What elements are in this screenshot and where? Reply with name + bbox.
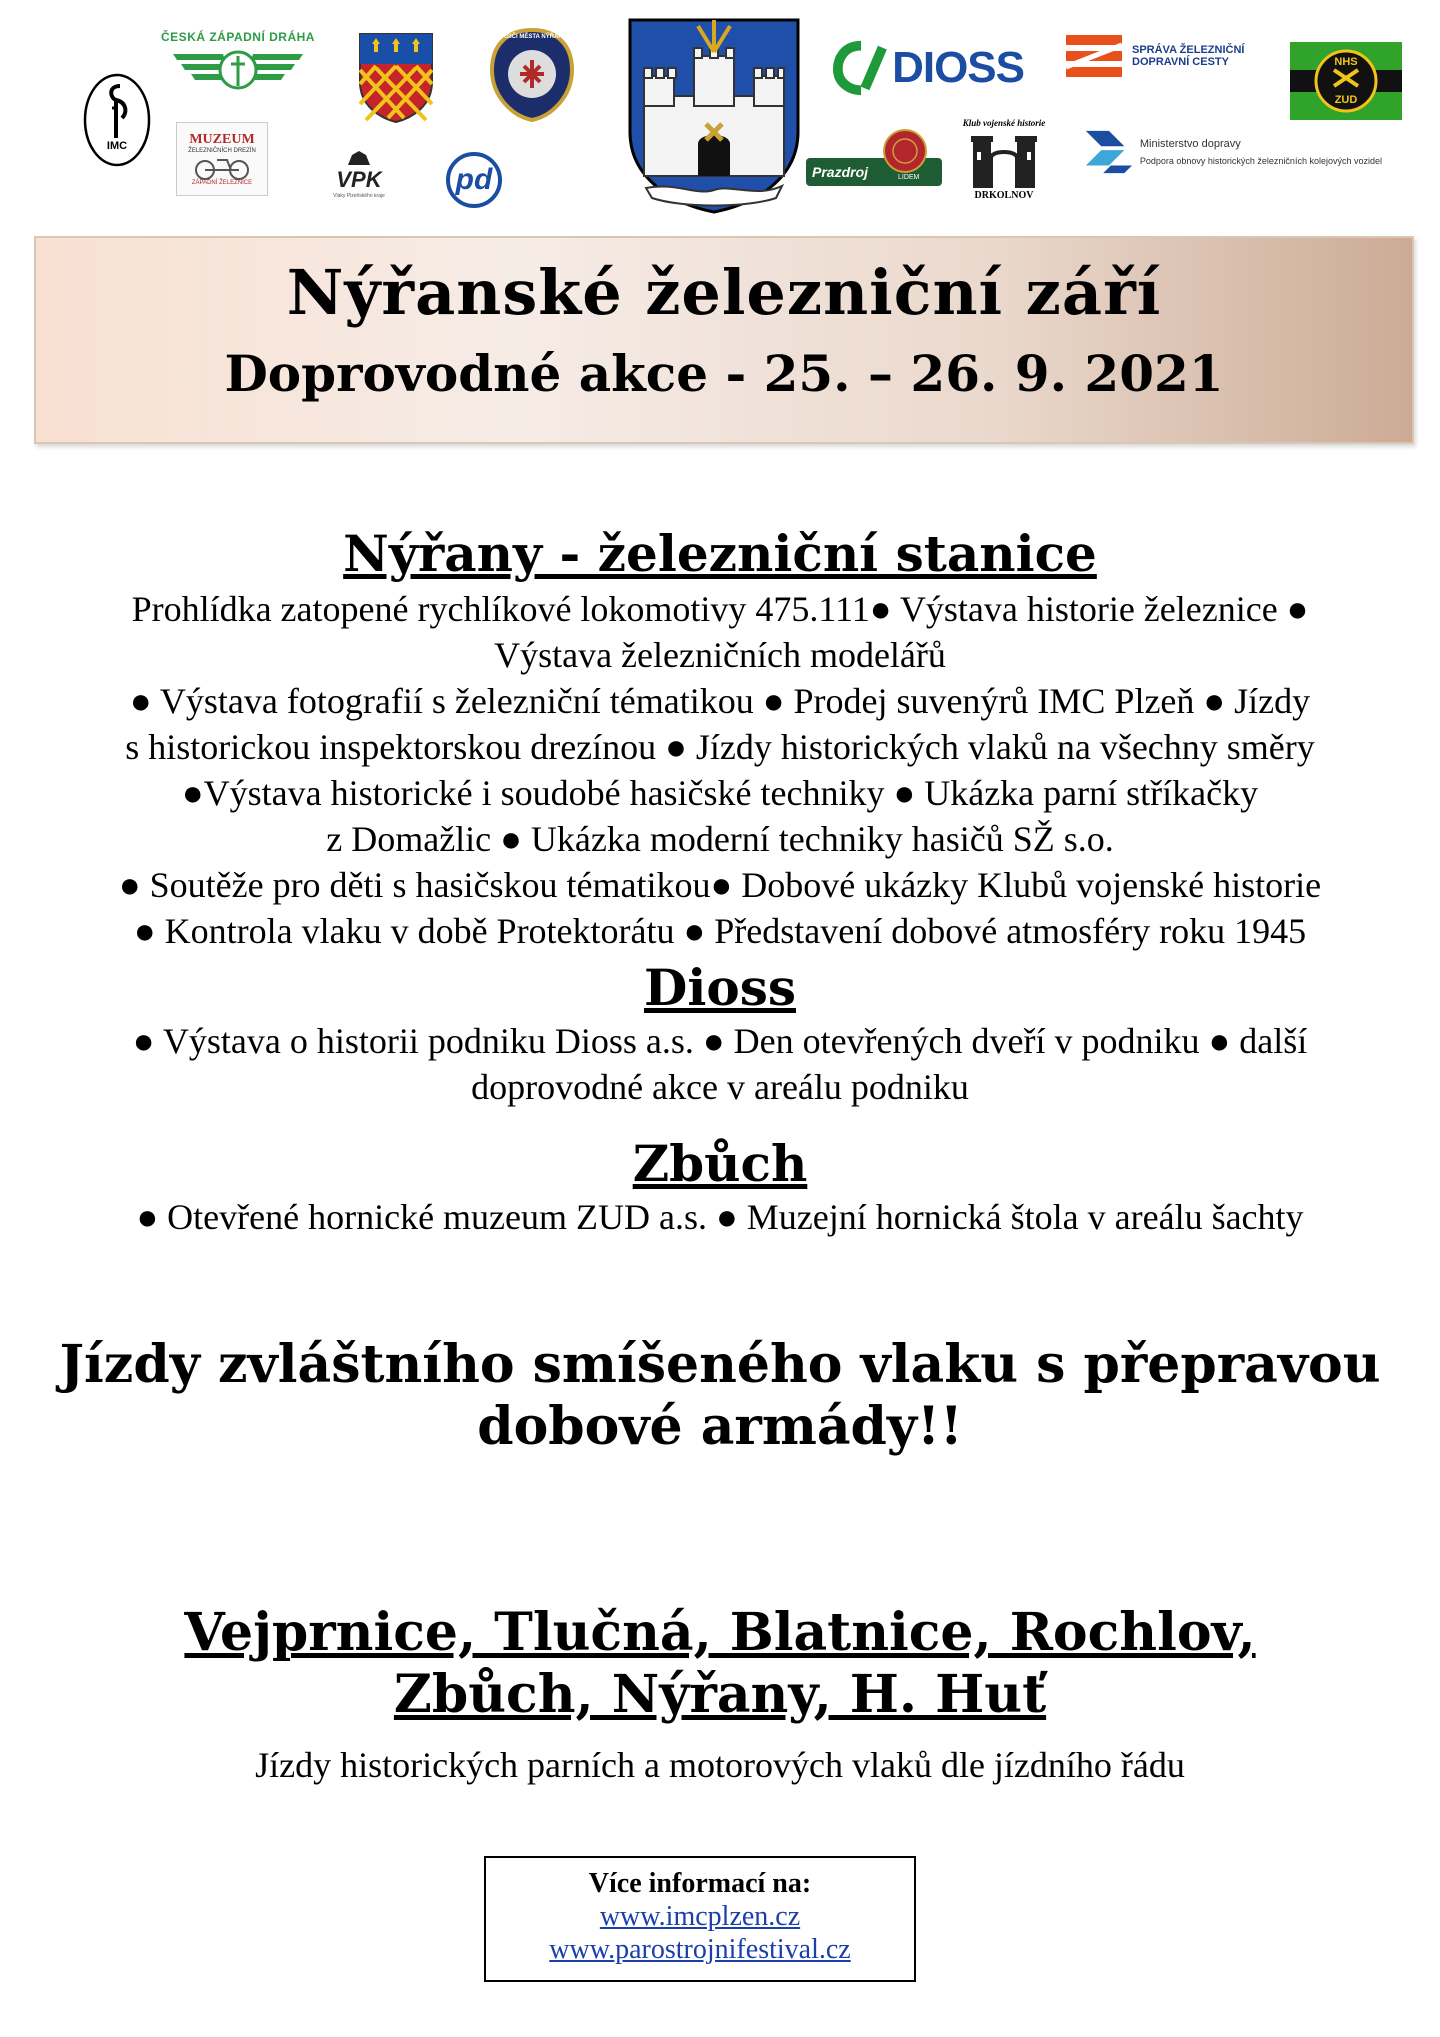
gate-icon <box>967 128 1041 190</box>
dioss-logo-text: DIOSS <box>892 43 1024 92</box>
nyrany-line: ●Výstava historické i soudobé hasičské techniky ● Ukázka parní stříkačky <box>181 773 1259 813</box>
title-banner <box>34 236 1414 444</box>
special-line-2: dobové armády!! <box>477 1396 963 1457</box>
vpk-logo-sub: Vlaky Plzeňského kraje <box>333 193 385 199</box>
imc-logo-icon <box>82 72 152 168</box>
nyrany-line: Prohlídka zatopené rychlíkové lokomotivy 475.111● Výstava historie železnice ● <box>131 589 1309 629</box>
szdc-text-block <box>1132 44 1244 68</box>
lidem-logo-text: LIDEM <box>898 174 920 181</box>
md-mark-icon <box>1082 126 1136 178</box>
event-subtitle: Doprovodné akce - 25. – 26. 9. 2021 <box>224 344 1224 403</box>
nhs-zud-logo <box>1290 42 1402 120</box>
dioss-mark-icon <box>832 39 892 97</box>
nyrany-line: z Domažlic ● Ukázka moderní techniky hasičů SŽ s.o. <box>326 819 1114 859</box>
dioss-line: doprovodné akce v areálu podniku <box>471 1067 969 1107</box>
link-parostrojnifestival[interactable]: www.parostrojnifestival.cz <box>549 1934 851 1965</box>
nhs-zud-badge-icon <box>1290 42 1402 120</box>
czd-logo <box>160 30 316 110</box>
route-line-1: Vejprnice, Tlučná, Blatnice, Rochlov, <box>184 1602 1256 1663</box>
czd-logo-text: ČESKÁ ZÁPADNÍ DRÁHA <box>161 30 315 44</box>
hasici-logo-text: HASIČI MĚSTA NÝŘANY <box>497 34 567 40</box>
prazdroj-logo-text: Prazdroj <box>812 164 869 180</box>
section-title-nyrany: Nýřany - železniční stanice <box>343 524 1097 583</box>
event-title: Nýřanské železniční září <box>286 256 1162 329</box>
zbuch-line: ● Otevřené hornické muzeum ZUD a.s. ● Muzejní hornická štola v areálu šachty <box>136 1197 1304 1237</box>
route-note: Jízdy historických parních a motorových vlaků dle jízdního řádu <box>255 1745 1185 1785</box>
md-logo <box>1082 124 1382 180</box>
draisine-icon <box>187 154 257 180</box>
nhs-line2: ZUD <box>1334 94 1358 106</box>
prazdroj-seal-icon <box>882 128 928 174</box>
muzeum-logo-sub2: ZÁPADNÍ ŽELEZNICE <box>191 180 253 186</box>
nyrany-line: Výstava železničních modelářů <box>494 635 946 675</box>
vpk-logo-text: VPK <box>336 167 382 192</box>
pd-logo <box>444 150 504 210</box>
muzeum-logo-sub: ŽELEZNIČNÍCH DREZÍN <box>188 148 256 154</box>
md-line2: Podpora obnovy historických železničních kolejových vozidel <box>1139 156 1382 166</box>
szdc-mark-icon <box>1064 29 1126 83</box>
klub-logo <box>950 106 1058 212</box>
dioss-line: ● Výstava o historii podniku Dioss a.s. ● Den otevřených dveří v podniku ● další <box>132 1021 1308 1061</box>
link-imcplzen[interactable]: www.imcplzen.cz <box>599 1901 801 1932</box>
nyrany-line: ● Soutěže pro děti s hasičskou tématikou● Dobové ukázky Klubů vojenské historie <box>118 865 1322 905</box>
special-line-1: Jízdy zvláštního smíšeného vlaku s přepravou <box>59 1334 1381 1395</box>
czd-wings-icon <box>163 44 313 106</box>
szdc-line1: SPRÁVA ŽELEZNIČNÍ <box>1132 44 1245 56</box>
dioss-logo <box>832 36 1024 100</box>
szdc-line2: DOPRAVNÍ CESTY <box>1132 56 1229 68</box>
muzeum-logo <box>176 122 268 196</box>
prazdroj-logo <box>806 128 944 190</box>
nyrany-line: s historickou inspektorskou drezínou ● Jízdy historických vlaků na všechny směry <box>125 727 1315 767</box>
section-title-dioss: Dioss <box>643 958 796 1017</box>
vpk-logo <box>324 146 394 202</box>
imc-logo <box>82 72 152 168</box>
section-title-zbuch: Zbůch <box>632 1134 808 1193</box>
pd-logo-text: pd <box>455 163 493 196</box>
hat-icon <box>346 149 372 167</box>
nyrany-line: ● Kontrola vlaku v době Protektorátu ● Představení dobové atmosféry roku 1945 <box>133 911 1307 951</box>
nyrany-small-crest <box>356 30 436 124</box>
muzeum-logo-text: MUZEUM <box>189 132 255 147</box>
hasici-logo <box>488 26 576 124</box>
route-line-2: Zbůch, Nýřany, H. Huť <box>393 1664 1047 1725</box>
firefighters-badge-icon <box>488 26 576 124</box>
info-label: Více informací na: <box>588 1868 812 1899</box>
nyrany-main-crest <box>626 16 802 216</box>
md-line1: Ministerstvo dopravy <box>1139 138 1241 150</box>
szdc-logo <box>1064 28 1276 84</box>
md-text-block <box>1140 138 1382 166</box>
drkolnov-logo-text: DRKOLNOV <box>974 189 1034 201</box>
imc-logo-text: IMC <box>106 140 128 152</box>
klub-logo-text: Klub vojenské historie <box>962 117 1046 128</box>
castle-crest-icon <box>626 16 802 216</box>
crest-icon <box>356 30 436 124</box>
nyrany-line: ● Výstava fotografií s železniční tématikou ● Prodej suvenýrů IMC Plzeň ● Jízdy <box>129 681 1311 721</box>
info-box <box>484 1856 916 1982</box>
nhs-line1: NHS <box>1334 56 1358 68</box>
